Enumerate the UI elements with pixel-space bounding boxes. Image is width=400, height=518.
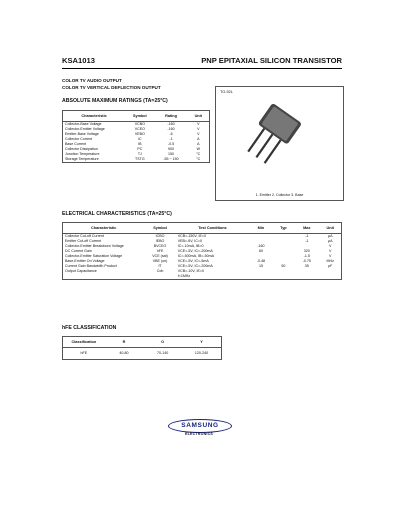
electrical-cell	[63, 274, 145, 280]
hfe-cell: 70-140	[157, 351, 169, 355]
electrical-cell: Output Capacitance	[65, 269, 97, 273]
application-2: COLOR TV VERTICAL DEFLECTION OUTPUT	[62, 85, 161, 90]
samsung-logo-text: SAMSUNG	[181, 421, 219, 429]
abs-max-header-unit: Unit	[194, 113, 202, 118]
electrical-cell	[144, 274, 175, 280]
electrical-cell: Collector Cut-off Current	[65, 234, 104, 238]
transistor-package-icon	[231, 99, 326, 179]
electrical-cell: VEB=-6V, IC=0	[177, 239, 202, 243]
document-title: PNP EPITAXIAL SILICON TRANSISTOR	[201, 56, 342, 65]
abs-max-cell: -55 ~ 150	[163, 157, 179, 161]
package-pin-caption: 1. Emitter 2. Collector 3. Base	[255, 193, 304, 197]
electrical-row	[63, 274, 342, 280]
elec-header-characteristic: Characteristic	[91, 225, 117, 230]
electrical-cell: BVCEO	[153, 244, 167, 248]
abs-max-cell: IC	[138, 137, 142, 141]
electrical-cell: VCE=-5V, IC=-5mA	[177, 259, 209, 263]
abs-max-cell: VCEO	[134, 127, 145, 131]
electrical-cell: 35	[304, 264, 309, 268]
electrical-cell	[319, 274, 341, 280]
electrical-cell	[273, 274, 294, 280]
electrical-cell: V	[329, 254, 332, 258]
abs-max-cell: 900	[168, 147, 175, 151]
electrical-cell: -0.75	[302, 259, 311, 263]
electrical-cell: MHz	[326, 259, 334, 263]
electrical-cell: Collector-Emitter Saturation Voltage	[65, 254, 123, 258]
hfe-cell: hFE	[80, 351, 88, 355]
electrical-table	[62, 222, 342, 280]
electrical-cell: IEBO	[155, 239, 165, 243]
electrical-cell: DC Current Gain	[65, 249, 92, 253]
electrical-cell: V	[329, 249, 332, 253]
abs-max-cell: Base Current	[65, 142, 87, 146]
abs-max-title: ABSOLUTE MAXIMUM RATINGS (TA=25°C)	[62, 98, 168, 104]
electrical-cell: ICBO	[155, 234, 165, 238]
abs-max-cell: V	[197, 127, 200, 131]
electrical-cell: -1.5	[303, 254, 310, 258]
electrical-cell: 60	[258, 249, 263, 253]
electrical-cell: -1	[305, 234, 309, 238]
electrical-cell	[294, 274, 319, 280]
part-number: KSA1013	[62, 56, 95, 65]
elec-header-test-conditions: Test Conditions	[198, 225, 227, 230]
abs-max-cell: Junction Temperature	[65, 152, 100, 156]
abs-max-cell: W	[196, 147, 200, 151]
hfe-title: hFE CLASSIFICATION	[62, 325, 117, 331]
electrical-cell: μA	[328, 239, 333, 243]
abs-max-cell: TSTG	[135, 157, 145, 161]
document-header	[62, 56, 342, 69]
abs-max-cell: A	[197, 142, 200, 146]
abs-max-header-symbol: Symbol	[132, 113, 147, 118]
abs-max-cell: Collector Dissipation	[65, 147, 98, 151]
abs-max-cell: Emitter-Base Voltage	[65, 132, 99, 136]
package-drawing-box	[215, 86, 344, 201]
abs-max-cell: IB	[138, 142, 142, 146]
electrical-cell: f=1MHz	[177, 274, 191, 278]
electrical-cell: fT	[158, 264, 162, 268]
electrical-body	[63, 234, 342, 280]
hfe-header-o: O	[161, 339, 165, 344]
electrical-title: ELECTRICAL CHARACTERISTICS (TA=25°C)	[62, 211, 172, 217]
hfe-header-y: Y	[200, 339, 203, 344]
abs-max-cell: VEBO	[134, 132, 145, 136]
electrical-cell: hFE	[156, 249, 164, 253]
abs-max-table	[62, 110, 210, 163]
hfe-header-r: R	[122, 339, 126, 344]
electrical-cell: Emitter Cut-off Current	[65, 239, 102, 243]
electrical-cell: Collector-Emitter Breakdown Voltage	[65, 244, 124, 248]
abs-max-cell: A	[197, 137, 200, 141]
electrical-cell: VCB=-10V, IE=0	[177, 269, 204, 273]
abs-max-cell: -1	[169, 137, 173, 141]
electronics-label: ELECTRONICS	[185, 432, 213, 436]
hfe-header-classification: Classification	[71, 339, 97, 344]
electrical-cell: pF	[328, 264, 333, 268]
abs-max-cell: Storage Temperature	[65, 157, 99, 161]
electrical-cell: -160	[257, 244, 265, 248]
electrical-cell: VCE=-5V, IC=-200mA	[177, 249, 213, 253]
electrical-cell: VCB=-150V, IE=0	[177, 234, 206, 238]
elec-header-min: Min	[257, 225, 265, 230]
elec-header-max: Max	[303, 225, 311, 230]
electrical-cell: VBE (on)	[152, 259, 168, 263]
abs-max-row	[63, 157, 210, 163]
elec-header-symbol: Symbol	[153, 225, 167, 230]
elec-header-typ: Typ	[280, 225, 287, 230]
abs-max-cell: Collector Current	[65, 137, 93, 141]
abs-max-cell: TJ	[137, 152, 142, 156]
package-label: TO-92L	[220, 90, 233, 94]
abs-max-header-characteristic: Characteristic	[81, 113, 107, 118]
hfe-table	[62, 336, 222, 360]
abs-max-cell: -160	[167, 122, 175, 126]
abs-max-cell: -160	[167, 127, 175, 131]
samsung-logo	[168, 419, 232, 433]
electrical-cell: IC=-500mA, IB=-50mA	[177, 254, 215, 258]
abs-max-cell: °C	[196, 157, 201, 161]
electrical-cell: VCE=-5V, IC=-200mA	[177, 264, 213, 268]
abs-max-cell: PC	[137, 147, 143, 151]
elec-header-unit: Unit	[326, 225, 334, 230]
abs-max-cell: V	[197, 122, 200, 126]
electrical-cell: 50	[281, 264, 286, 268]
electrical-cell: VCE (sat)	[152, 254, 168, 258]
electrical-cell: Current Gain Bandwidth Product	[65, 264, 117, 268]
abs-max-cell: -0.5	[167, 142, 175, 146]
hfe-cell: 40-80	[119, 351, 129, 355]
electrical-cell: 320	[303, 249, 310, 253]
hfe-cell: 120-240	[194, 351, 209, 355]
electrical-cell: -1	[305, 239, 309, 243]
electrical-cell: μA	[328, 234, 333, 238]
electrical-cell: 15	[258, 264, 263, 268]
abs-max-body	[63, 122, 210, 163]
electrical-cell: -0.48	[256, 259, 266, 263]
abs-max-cell: °C	[196, 152, 201, 156]
abs-max-header-rating: Rating	[165, 113, 177, 118]
abs-max-cell: VCBO	[134, 122, 145, 126]
electrical-cell: IC=-10mA, IB=0	[177, 244, 204, 248]
electrical-cell: V	[329, 244, 332, 248]
abs-max-cell: 150	[168, 152, 175, 156]
electrical-cell: Base-Emitter On Voltage	[65, 259, 105, 263]
electrical-cell: Cob	[156, 269, 164, 273]
abs-max-cell: -6	[169, 132, 173, 136]
application-1: COLOR TV AUDIO OUTPUT	[62, 78, 122, 83]
abs-max-cell: V	[197, 132, 200, 136]
electrical-cell	[249, 274, 272, 280]
abs-max-cell: Collector-Emitter Voltage	[65, 127, 105, 131]
abs-max-cell: Collector-Base Voltage	[65, 122, 102, 126]
